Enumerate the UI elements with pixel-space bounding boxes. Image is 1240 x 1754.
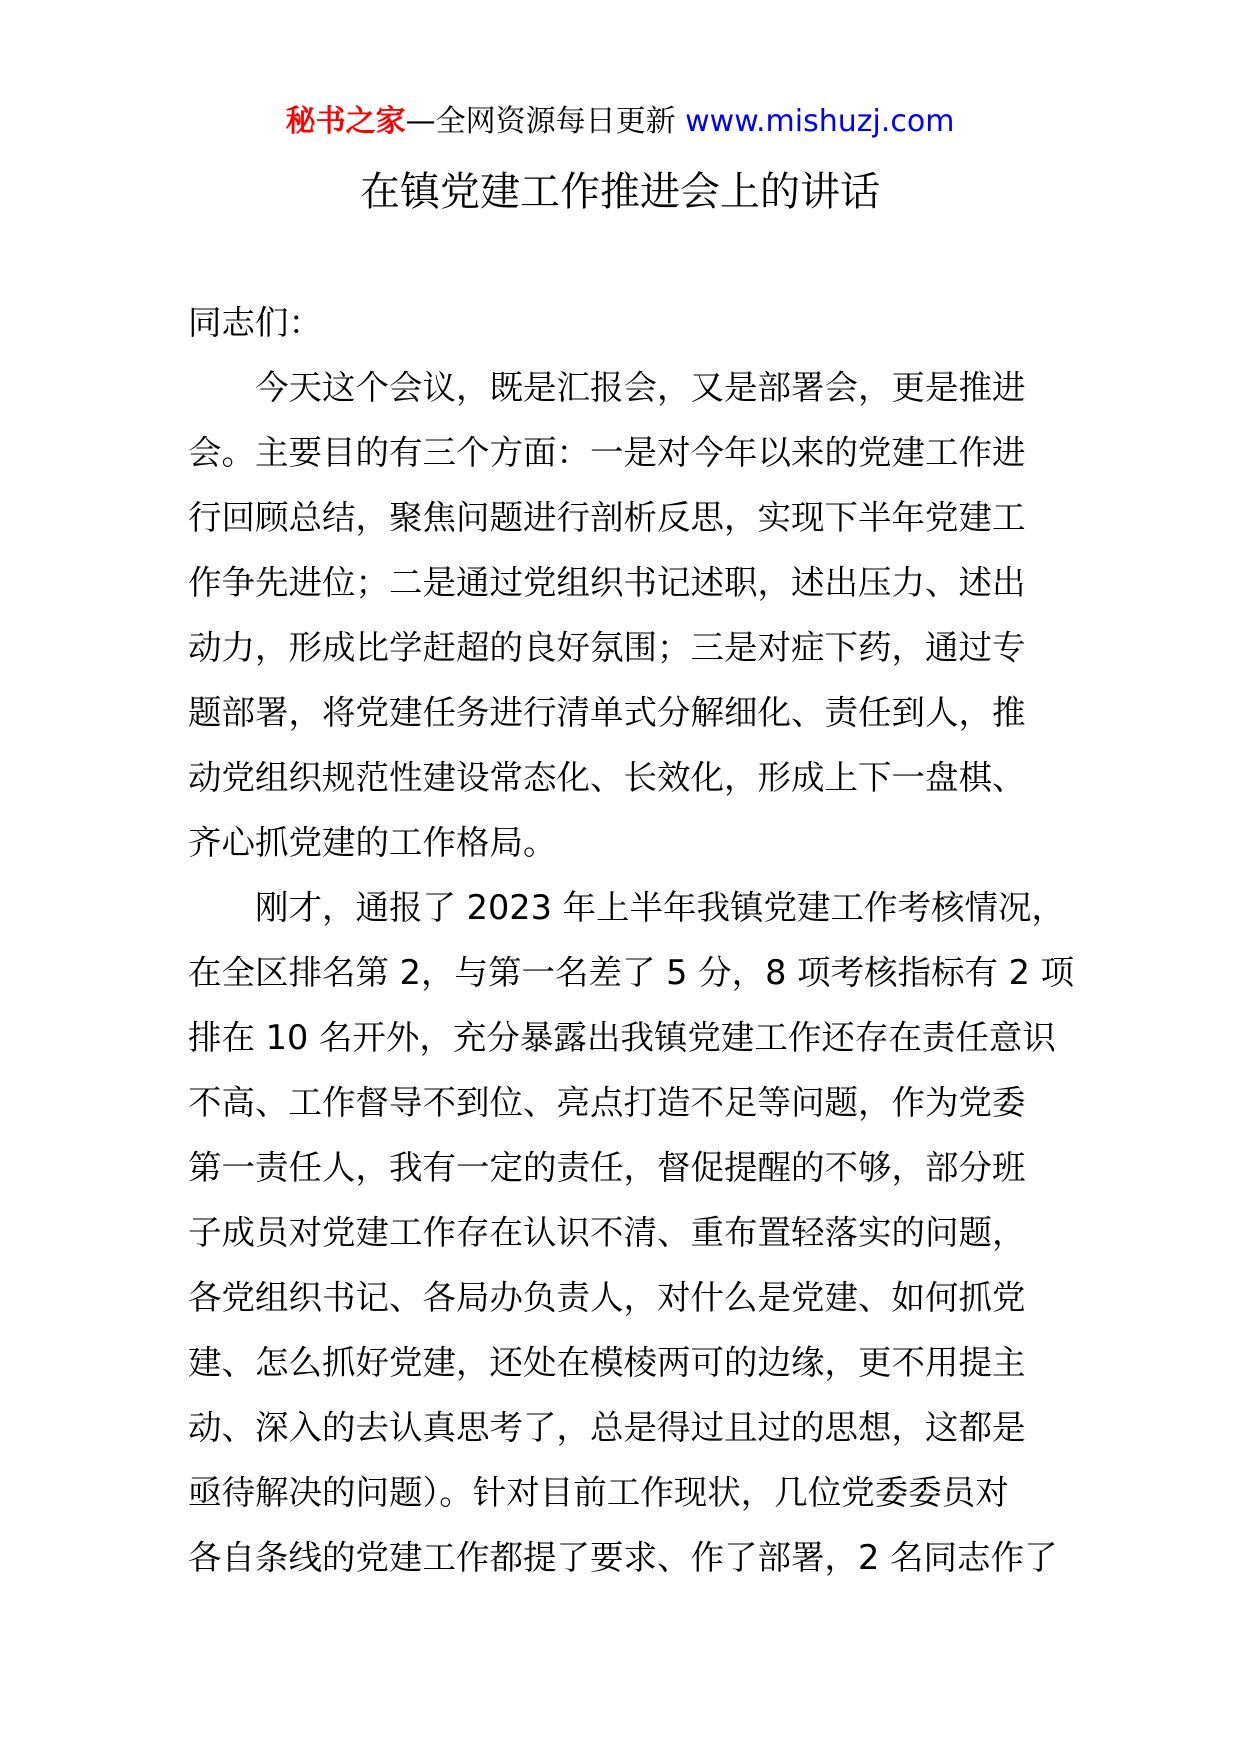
paragraph-2-line-9: 动、深入的去认真思考了，总是得过且过的思想，这都是 [188, 1408, 1026, 1447]
site-tagline: —全网资源每日更新 [405, 104, 676, 139]
paragraph-1-line-8: 齐心抓党建的工作格局。 [188, 823, 557, 862]
paragraph-1-line-3: 行回顾总结，聚焦问题进行剖析反思，实现下半年党建工 [188, 498, 1026, 537]
paragraph-2-line-10: 亟待解决的问题）。针对目前工作现状，几位党委委员对 [188, 1473, 1009, 1512]
paragraph-2-line-4: 不高、工作督导不到位、亮点打造不足等问题，作为党委 [188, 1083, 1026, 1122]
paragraph-2-line-3: 排在 10 名开外，充分暴露出我镇党建工作还存在责任意识 [188, 1018, 1056, 1057]
site-url-link[interactable]: www.mishuzj.com [685, 104, 955, 139]
paragraph-2-line-8: 建、怎么抓好党建，还处在模棱两可的边缘，更不用提主 [188, 1343, 1026, 1382]
paragraph-1-line-2: 会。主要目的有三个方面：一是对今年以来的党建工作进 [188, 433, 1026, 472]
paragraph-2-line-6: 子成员对党建工作存在认识不清、重布置轻落实的问题， [188, 1213, 1026, 1252]
paragraph-1-line-7: 动党组织规范性建设常态化、长效化，形成上下一盘棋、 [188, 758, 1026, 797]
site-brand: 秘书之家 [285, 104, 406, 139]
paragraph-1-line-5: 动力，形成比学赶超的良好氛围；三是对症下药，通过专 [188, 628, 1026, 667]
salutation: 同志们： [188, 303, 322, 342]
document-body [188, 290, 1075, 1590]
paragraph-1-line-6: 题部署，将党建任务进行清单式分解细化、责任到人，推 [188, 693, 1026, 732]
paragraph-2-line-11: 各自条线的党建工作都提了要求、作了部署，2 名同志作了 [188, 1538, 1058, 1577]
paragraph-2-line-2: 在全区排名第 2，与第一名差了 5 分，8 项考核指标有 2 项 [188, 953, 1075, 992]
site-header [0, 100, 1240, 144]
document-title: 在镇党建工作推进会上的讲话 [360, 169, 880, 215]
paragraph-2-line-7: 各党组织书记、各局办负责人，对什么是党建、如何抓党 [188, 1278, 1026, 1317]
paragraph-1-line-4: 作争先进位；二是通过党组织书记述职，述出压力、述出 [188, 563, 1026, 602]
paragraph-2-line-5: 第一责任人，我有一定的责任，督促提醒的不够，部分班 [188, 1148, 1026, 1187]
paragraph-2-line-1: 刚才，通报了 2023 年上半年我镇党建工作考核情况， [255, 888, 1066, 927]
paragraph-1-line-1: 今天这个会议，既是汇报会，又是部署会，更是推进 [255, 368, 1026, 407]
